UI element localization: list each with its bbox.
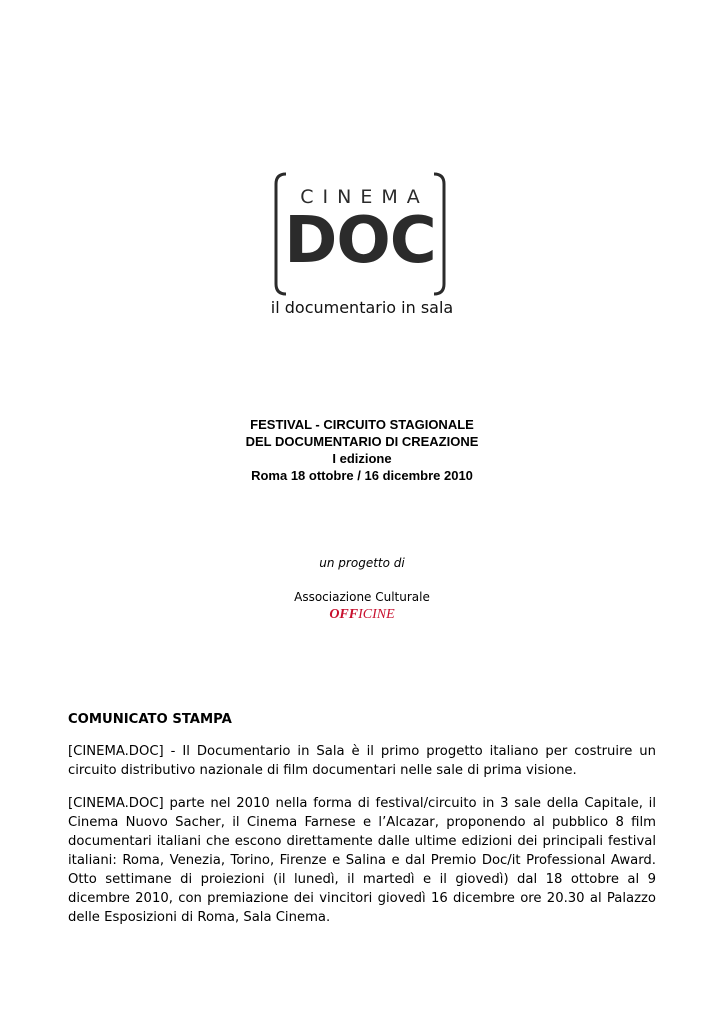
logo-cinema-word: CINEMA [300,186,429,208]
festival-line-2: DEL DOCUMENTARIO DI CREAZIONE [245,434,479,449]
officine-rest-part: ICINE [358,607,395,622]
association-name: Associazione Culturale [294,590,430,604]
festival-line-1: FESTIVAL - CIRCUITO STAGIONALE [250,417,474,432]
officine-name [212,607,512,623]
press-paragraph-1: [CINEMA.DOC] - Il Documentario in Sala è il primo progetto italiano per costruire un circuito distributivo nazionale di film documentari nelle sale di prima visione. [68,744,656,778]
press-paragraph-2: [CINEMA.DOC] parte nel 2010 nella forma di festival/circuito in 3 sale della Capitale, il Cinema Nuovo Sacher, il Cinema Farnese e l’Alcazar, proponendo al pubblico 8 film documentari italiani che escono direttamente dalle ultime edizioni dei principali festival italiani: Roma, Venezia, Torino, Firenze e Salina e dal Premio Doc/it Professional Award. Otto settimane di proiezioni (il lunedì, il martedì e il giovedì) dal 18 ottobre al 9 dicembre 2010, con premiazione dei vincitori giovedì 16 dicembre ore 20.30 al Palazzo delle Esposizioni di Roma, Sala Cinema. [68,796,656,925]
cinema-doc-logo [272,172,448,296]
logo-tagline: il documentario in sala [270,298,454,317]
festival-dates: Roma 18 ottobre / 16 dicembre 2010 [251,468,473,483]
logo-doc-word: DOC [284,204,436,278]
press-release-heading: COMUNICATO STAMPA [68,712,232,727]
officine-bold-part: OFF [329,607,359,622]
festival-edition: I edizione [332,451,392,466]
project-intro: un progetto di [319,556,405,570]
festival-title-block [162,416,562,484]
